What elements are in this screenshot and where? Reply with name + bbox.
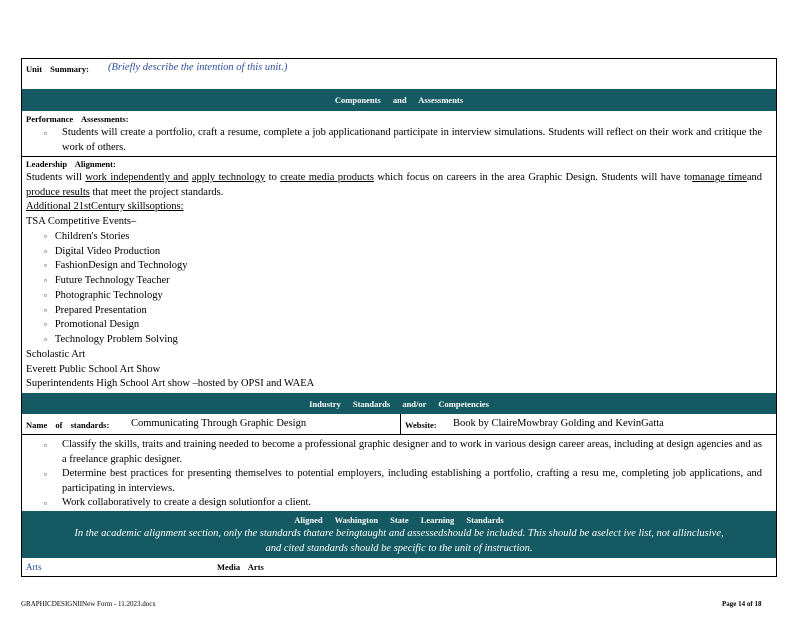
competency-item: Work collaboratively to create a design solutionfor a client. [62, 497, 312, 508]
website-label: Website: [405, 420, 437, 430]
column-divider [400, 414, 401, 434]
aligned-header [22, 511, 776, 558]
arts-row [22, 558, 776, 577]
additional-skills-heading: Additional 21stCentury skillsoptions: [26, 201, 184, 212]
industry-header [22, 393, 776, 414]
skill-work-independently: work independently and [85, 172, 189, 183]
bullet-icon: ▫ [44, 291, 47, 300]
list-item: ▫ Digital Video Production [44, 246, 161, 257]
performance-text: Students will create a portfolio, craft a resume, complete a job applicationand participate in interview simulations. Students will reflect on their work and critique the work of others. [62, 127, 762, 153]
leadership-text: Students will work independently and apply technology to create media products which focus on careers in the area Graphic Design. Students will have tomanage timeand produce results that meet the project standards. [26, 172, 763, 198]
footer-page-number: Page 14 of 18 [722, 600, 762, 608]
list-item: ▫ Promotional Design [44, 319, 140, 330]
media-arts-label: Media Arts [217, 562, 264, 572]
standards-form-table [21, 58, 777, 577]
bullet-icon: ▫ [44, 320, 47, 329]
components-header [22, 89, 776, 111]
performance-label: Performance Assessments: [26, 114, 129, 124]
website-value: Book by ClaireMowbray Golding and KevinGatta [453, 418, 664, 429]
bullet-icon: ▫ [44, 499, 47, 508]
list-item: ▫ Children's Stories [44, 231, 130, 242]
bullet-icon: ▫ [44, 129, 47, 138]
unit-summary-hint: (Briefly describe the intention of this unit.) [108, 62, 288, 73]
bullet-icon: ▫ [44, 335, 47, 344]
event-scholastic: Scholastic Art [26, 349, 86, 360]
skill-produce-results: produce results [26, 186, 90, 198]
standards-name-label: Name of standards: [26, 420, 110, 430]
event-superintendents: Superintendents High School Art show –hosted by OPSI and WAEA [26, 378, 315, 389]
footer-filename: GRAPHICDESIGNIINew Form - 11.2023.docx [21, 600, 156, 608]
arts-label: Arts [26, 562, 42, 572]
divider [22, 434, 776, 435]
divider [22, 156, 776, 157]
list-item: ▫ Prepared Presentation [44, 305, 147, 316]
bullet-icon: ▫ [44, 276, 47, 285]
skill-create-media: create media products [280, 172, 374, 183]
list-item: ▫ FashionDesign and Technology [44, 260, 188, 271]
standards-name-row [22, 414, 776, 434]
industry-title: Industry Standards and/or Competencies [309, 399, 489, 409]
event-everett: Everett Public School Art Show [26, 364, 161, 375]
bullet-icon: ▫ [44, 232, 47, 241]
unit-summary-label: Unit Summary: [26, 64, 89, 74]
components-title: Components and Assessments [334, 95, 464, 105]
aligned-instructions: In the academic alignment section, only the standards thatare beingtaught and assessedshould be included. This should be aselect ive list, not allinclusive, and cited standards should be specific to the unit of instruction. [74, 528, 724, 554]
leadership-label: Leadership Alignment: [26, 159, 116, 169]
tsa-heading: TSA Competitive Events– [26, 216, 137, 227]
list-item: ▫ Future Technology Teacher [44, 275, 170, 286]
competency-item: Determine best practices for presenting themselves to potential employers, including establishing a portfolio, crafting a resu me, completing job applications, and participating in interviews. [62, 468, 762, 494]
bullet-icon: ▫ [44, 470, 47, 479]
list-item: ▫ Photographic Technology [44, 290, 163, 301]
skill-manage-time: manage time [692, 172, 747, 183]
unit-summary-row [22, 59, 776, 89]
standards-name-value: Communicating Through Graphic Design [131, 418, 307, 429]
skill-apply-technology: apply technology [191, 172, 266, 183]
competency-item: Classify the skills, traits and training needed to become a professional graphic designer and to work in various design career areas, including at design agencies and as a freelance graphic designer. [62, 439, 762, 465]
bullet-icon: ▫ [44, 306, 47, 315]
bullet-icon: ▫ [44, 441, 47, 450]
bullet-icon: ▫ [44, 261, 47, 270]
list-item: ▫ Technology Problem Solving [44, 334, 178, 345]
aligned-title: Aligned Washington State Learning Standards [294, 515, 504, 525]
bullet-icon: ▫ [44, 247, 47, 256]
